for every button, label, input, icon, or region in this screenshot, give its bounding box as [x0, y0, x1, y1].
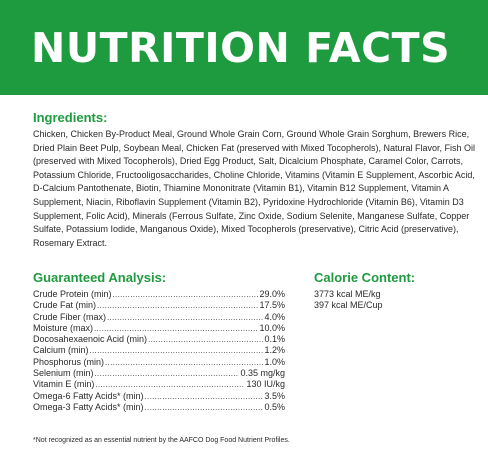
ingredients-heading: Ingredients: [33, 110, 108, 125]
analysis-label: Crude Fiber (max) [33, 311, 107, 322]
dot-leader [95, 368, 240, 379]
analysis-row [33, 334, 285, 345]
analysis-value: 130 IU/kg [246, 379, 285, 390]
dot-leader [97, 300, 258, 311]
calorie-content-heading: Calorie Content: [314, 270, 416, 285]
analysis-row [33, 368, 285, 379]
dot-leader [94, 323, 258, 334]
ingredients-list: Chicken, Chicken By-Product Meal, Ground Whole Grain Corn, Ground Whole Grain Sorghum, Brewers Rice, Dried Plain Beet Pulp, Soybean Meal, Chicken Fat (preserved with Mixed Tocopherols), Natural Flavor, Fish Oil (preserved with Mixed Tocopherols), Dried Egg Product, Salt, Dicalcium Phosphate, Caramel Color, Carrots, Potassium Chloride, Fructooligosaccharides, Choline Chloride, Vitamins (Vitamin E Supplement, Ascorbic Acid, D-Calcium Pantothenate, Biotin, Thiamine Mononitrate (Vitamin B1), Vitamin B12 Supplement, Vitamin A Supplement, Niacin, Riboflavin Supplement (Vitamin B2), Pyridoxine Hydrochloride (Vitamin B6), Vitamin D3 Supplement, Folic Acid), Minerals (Ferrous Sulfate, Zinc Oxide, Sodium Selenite, Manganese Sulfate, Copper Sulfate, Potassium Iodide, Manganous Oxide), Mixed Tocopherols (preservative), Citric Acid (preservative), Rosemary Extract. [33, 129, 476, 248]
analysis-label: Selenium (min) [33, 368, 94, 379]
analysis-label: Omega-6 Fatty Acids* (min) [33, 390, 144, 401]
footnote: *Not recognized as an essential nutrient by the AAFCO Dog Food Nutrient Profiles. [33, 437, 290, 444]
analysis-value: 17.5% [259, 300, 285, 311]
analysis-row [33, 289, 285, 300]
calorie-content-list [314, 289, 383, 311]
analysis-row [33, 300, 285, 311]
calorie-line: 3773 kcal ME/kg [314, 289, 381, 299]
dot-leader [145, 391, 264, 402]
analysis-label: Omega-3 Fatty Acids* (min) [33, 401, 144, 412]
analysis-value: 1.2% [264, 345, 285, 356]
analysis-label: Phosphorus (min) [33, 356, 105, 367]
analysis-value: 0.1% [264, 334, 285, 345]
analysis-label: Vitamin E (min) [33, 379, 95, 390]
analysis-row [33, 391, 285, 402]
analysis-label: Docosahexaenoic Acid (min) [33, 334, 148, 345]
guaranteed-analysis-heading: Guaranteed Analysis: [33, 270, 167, 285]
analysis-label: Crude Protein (min) [33, 289, 112, 299]
analysis-value: 0.35 mg/kg [240, 368, 285, 379]
analysis-value: 4.0% [264, 311, 285, 322]
analysis-value: 3.5% [264, 390, 285, 401]
guaranteed-analysis-table [33, 289, 285, 413]
calorie-line: 397 kcal ME/Cup [314, 300, 383, 310]
header-banner [0, 0, 488, 95]
analysis-label: Calcium (min) [33, 345, 89, 356]
dot-leader [113, 289, 259, 300]
dot-leader [107, 312, 263, 323]
analysis-label: Moisture (max) [33, 322, 94, 333]
analysis-row [33, 379, 285, 390]
analysis-row [33, 312, 285, 323]
analysis-value: 29.0% [259, 289, 285, 299]
analysis-row [33, 323, 285, 334]
analysis-label: Crude Fat (min) [33, 300, 97, 311]
dot-leader [148, 334, 263, 345]
analysis-row [33, 357, 285, 368]
page-title: NUTRITION FACTS [31, 24, 451, 72]
analysis-value: 10.0% [259, 322, 285, 333]
dot-leader [90, 345, 264, 356]
analysis-value: 0.5% [264, 401, 285, 412]
dot-leader [145, 402, 264, 413]
dot-leader [95, 379, 245, 390]
analysis-value: 1.0% [264, 356, 285, 367]
dot-leader [105, 357, 263, 368]
analysis-row [33, 345, 285, 356]
analysis-row [33, 402, 285, 413]
